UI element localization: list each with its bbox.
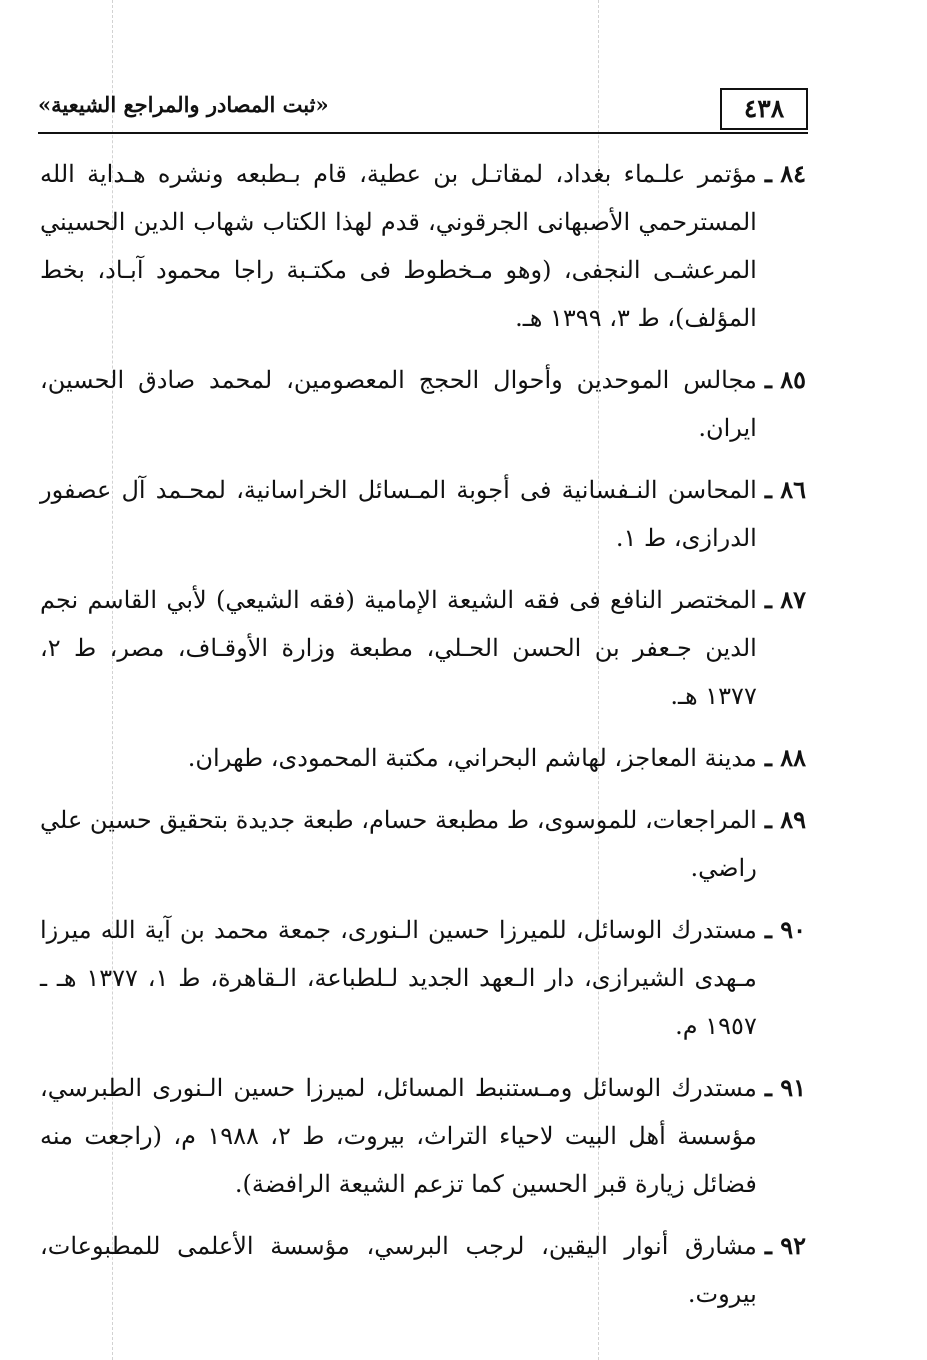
entry-number: ٨٨ ـ: [764, 743, 806, 772]
entry-number: ٨٥ ـ: [764, 365, 806, 394]
entry-number: ٩٠ ـ: [764, 915, 806, 944]
entry-text: مدينة المعاجز، لهاشم البحراني، مكتبة المحمودى، طهران.: [187, 744, 757, 772]
entry-number: ٩٢ ـ: [764, 1231, 806, 1260]
entry-text: مستدرك الوسائل، للميرزا حسين الـنورى، جمعة محمد بن آية الله ميرزا مـهدى الشيرازى، دار الـعهد الجديد لـلطباعة، الـقاهرة، ط ١، ١٣٧٧ هـ ـ ١٩٥٧ م.: [40, 916, 757, 1040]
list-item: [40, 150, 806, 342]
entry-number: ٨٧ ـ: [764, 585, 806, 614]
header-rule: [38, 132, 808, 134]
bibliography-list: [40, 150, 806, 1332]
list-item: [40, 734, 806, 782]
entry-text: المراجعات، للموسوى، ط مطبعة حسام، طبعة جديدة بتحقيق حسين علي راضي.: [40, 806, 757, 882]
page-number: ٤٣٨: [720, 88, 808, 130]
entry-number: ٩١ ـ: [764, 1073, 806, 1102]
entry-text: مؤتمر علـماء بغداد، لمقاتـل بن عطية، قام بـطبعه ونشره هـداية الله المسترحمي الأصبهانى الجرقوني، قدم لهذا الكتاب شهاب الدين الحسيني المرعشـى النجفى، (وهو مـخطوط فى مكتـبة راجا محمود آبـاد، بخط المؤلف)، ط ٣، ١٣٩٩ هـ.: [40, 160, 757, 332]
page-header: [38, 88, 808, 132]
list-item: [40, 1222, 806, 1318]
entry-text: المختصر النافع فى فقه الشيعة الإمامية (فقه الشيعي) لأبي القاسم نجم الدين جـعفر بن الحسن الحـلي، مطبعة وزارة الأوقـاف، مصر، ط ٢، ١٣٧٧ هـ.: [40, 586, 757, 710]
entry-number: ٨٩ ـ: [764, 805, 806, 834]
list-item: [40, 576, 806, 720]
entry-number: ٨٤ ـ: [764, 159, 806, 188]
entry-text: مستدرك الوسائل ومـستنبط المسائل، لميرزا حسين الـنورى الطبرسي، مؤسسة أهل البيت لاحياء التراث، بيروت، ط ٢، ١٩٨٨ م، (راجعت منه فضائل زيارة قبر الحسين كما تزعم الشيعة الرافضة).: [40, 1074, 757, 1198]
list-item: [40, 796, 806, 892]
entry-text: المحاسن النـفسانية فى أجوبة المـسائل الخراسانية، لمحـمد آل عصفور الدرازى، ط ١.: [40, 476, 757, 552]
entry-text: مشارق أنوار اليقين، لرجب البرسي، مؤسسة الأعلمى للمطبوعات، بيروت.: [40, 1232, 757, 1308]
running-title: «ثبت المصادر والمراجع الشيعية»: [38, 92, 329, 117]
entry-number: ٨٦ ـ: [764, 475, 806, 504]
list-item: [40, 1064, 806, 1208]
list-item: [40, 466, 806, 562]
entry-text: مجالس الموحدين وأحوال الحجج المعصومين، لمحمد صادق الحسين، ايران.: [40, 366, 757, 442]
list-item: [40, 356, 806, 452]
list-item: [40, 906, 806, 1050]
